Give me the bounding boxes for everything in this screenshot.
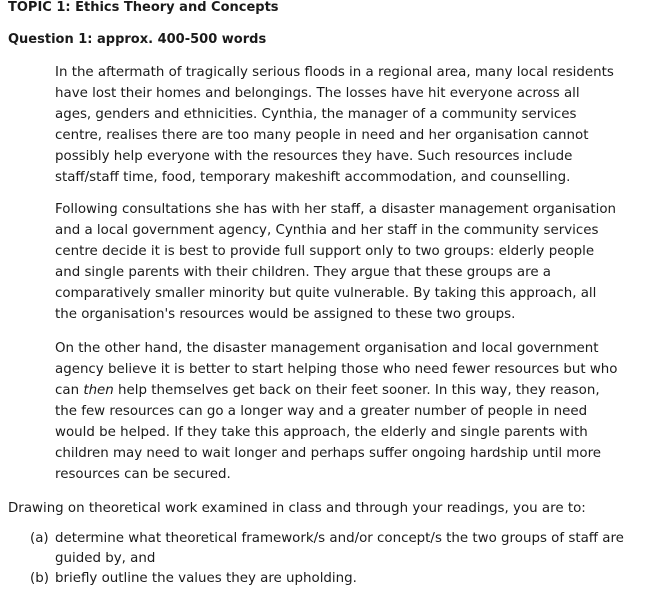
task-text-b: briefly outline the values they are upholding. — [55, 571, 357, 586]
scenario-paragraph-3 — [55, 338, 620, 485]
paragraph-3-text-after: help themselves get back on their feet sooner. In this way, they reason, the few resources can go a longer way and a greater number of people in need would be helped. If they take this approach, the elderly and single parents with children may need to wait longer and perhaps suffer ongoing hardship until more resources can be secured. — [55, 383, 602, 482]
task-list — [30, 529, 630, 589]
topic-heading: TOPIC 1: Ethics Theory and Concepts — [8, 0, 279, 15]
paragraph-3-text-before: On the other hand, the disaster management organisation and local government agency believe it is better to start helping those who need fewer resources but who can — [55, 341, 618, 398]
instruction-text: Drawing on theoretical work examined in class and through your readings, you are to: — [8, 501, 586, 516]
task-text-a: determine what theoretical framework/s and/or concept/s the two groups of staff are guided by, and — [55, 531, 624, 566]
paragraph-3-emphasis: then — [83, 383, 114, 398]
task-item-a — [30, 529, 630, 569]
task-marker-b: (b) — [30, 571, 49, 586]
scenario-paragraph-1: In the aftermath of tragically serious floods in a regional area, many local residents have lost their homes and belongings. The losses have hit everyone across all ages, genders and ethnicities. Cynthia, the manager of a community services centre, realises there are too many people in need and her organisation cannot possibly help everyone with the resources they have. Such resources include staff/staff time, food, temporary makeshift accommodation, and counselling. — [55, 65, 614, 185]
task-marker-a: (a) — [30, 531, 49, 546]
scenario-paragraph-2: Following consultations she has with her staff, a disaster management organisation and a local government agency, Cynthia and her staff in the community services centre decide it is best to provide full support only to two groups: elderly people and single parents with their children. They argue that these groups are a comparatively smaller minority but quite vulnerable. By taking this approach, all the organisation's resources would be assigned to these two groups. — [55, 202, 616, 322]
question-heading: Question 1: approx. 400-500 words — [8, 32, 267, 47]
task-item-b — [30, 569, 630, 589]
